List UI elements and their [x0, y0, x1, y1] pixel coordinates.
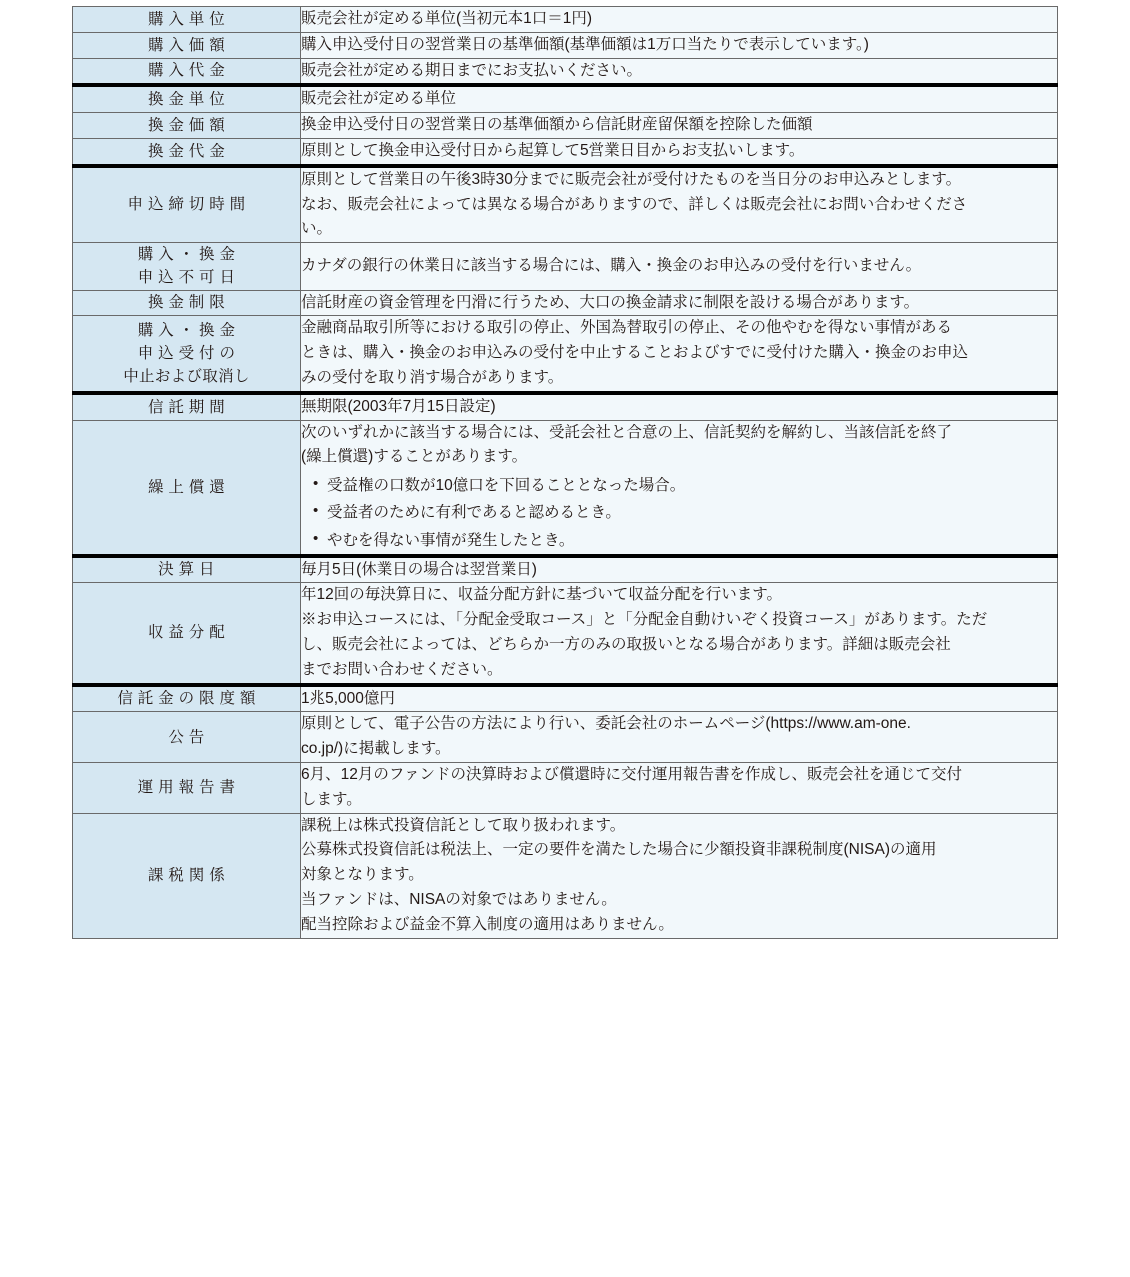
value-line: みの受付を取り消す場合があります。 [301, 369, 564, 387]
table-row-public-notice [73, 712, 1058, 763]
value-line: します。 [301, 790, 362, 808]
row-value-management-report [301, 763, 1058, 814]
row-label-public-notice [73, 712, 301, 763]
row-value-tax-treatment [301, 813, 1058, 938]
value-line: い。 [301, 220, 333, 238]
row-label-management-report [73, 763, 301, 814]
label-line: 購 入 代 金 [147, 62, 226, 80]
row-label-redemption-payment [73, 138, 301, 165]
early-redemption-conditions [301, 472, 1057, 553]
row-value-purchase-payment [301, 58, 1058, 85]
spec-table-body [73, 7, 1058, 939]
value-line: 購入申込受付日の翌営業日の基準価額(基準価額は1万口当たりで表示しています。) [301, 35, 869, 53]
value-line: までお問い合わせください。 [301, 660, 503, 678]
value-line: 販売会社が定める単位(当初元本1口＝1円) [301, 10, 593, 27]
label-line: 中止および取消し [123, 368, 250, 386]
label-line: 信 託 期 間 [147, 398, 226, 416]
label-line: 換 金 単 位 [147, 91, 226, 109]
fund-spec-table [72, 6, 1058, 939]
row-label-trust-period [73, 393, 301, 420]
row-label-suspension-cancel [73, 316, 301, 393]
value-line: 公募株式投資信託は税法上、一定の要件を満たした場合に少額投資非課税制度(NISA)の適用 [301, 841, 937, 859]
list-item: • 受益者のために有利であると認めるとき。 [301, 499, 1057, 526]
value-line: 次のいずれかに該当する場合には、受託会社と合意の上、信託契約を解約し、当該信託を終了 [301, 423, 953, 441]
table-row-redemption-limit [73, 290, 1058, 316]
table-row-redemption-unit [73, 85, 1058, 112]
row-label-income-distribution [73, 583, 301, 685]
label-line: 決 算 日 [158, 561, 215, 579]
label-line: 課 税 関 係 [147, 866, 226, 884]
row-value-suspension-cancel [301, 316, 1058, 393]
row-label-redemption-limit [73, 290, 301, 316]
table-row-unavailable-days [73, 243, 1058, 291]
row-label-tax-treatment [73, 813, 301, 938]
label-line: 収 益 分 配 [147, 624, 226, 642]
table-row-redemption-price [73, 113, 1058, 139]
row-label-early-redemption [73, 420, 301, 555]
list-item: • 受益権の口数が10億口を下回ることとなった場合。 [301, 472, 1057, 499]
row-value-redemption-payment [301, 138, 1058, 165]
value-line: し、販売会社によっては、どちらか一方のみの取扱いとなる場合があります。詳細は販売会社 [301, 636, 951, 654]
label-line: 購 入 ・ 換 金 [137, 321, 236, 339]
row-value-unavailable-days [301, 243, 1058, 291]
value-line: 当ファンドは、NISAの対象ではありません。 [301, 890, 617, 908]
value-line: ときは、購入・換金のお申込みの受付を中止することおよびすでに受付けた購入・換金のお申込 [301, 344, 968, 362]
row-label-redemption-unit [73, 85, 301, 112]
table-row-purchase-price [73, 32, 1058, 58]
row-label-purchase-price [73, 32, 301, 58]
value-line: 1兆5,000億円 [301, 689, 395, 707]
label-line: 信 託 金 の 限 度 額 [117, 690, 256, 708]
table-row-trust-period [73, 393, 1058, 420]
value-line: 換金申込受付日の翌営業日の基準価額から信託財産留保額を控除した価額 [301, 116, 813, 134]
table-row-application-deadline [73, 166, 1058, 243]
label-line: 申 込 受 付 の [137, 345, 236, 363]
row-value-early-redemption [301, 420, 1058, 555]
label-line: 購 入 ・ 換 金 [137, 246, 236, 264]
table-row-redemption-payment [73, 138, 1058, 165]
value-line: 無期限(2003年7月15日設定) [301, 397, 496, 415]
value-line: 毎月5日(休業日の場合は翌営業日) [301, 560, 537, 578]
label-line: 購 入 価 額 [147, 36, 226, 54]
value-line: 配当控除および益金不算入制度の適用はありません。 [301, 915, 674, 933]
row-label-unavailable-days [73, 243, 301, 291]
value-line: 対象となります。 [301, 866, 424, 884]
table-row-suspension-cancel [73, 316, 1058, 393]
label-line: 購 入 単 位 [147, 10, 226, 28]
row-label-redemption-price [73, 113, 301, 139]
label-line: 申 込 不 可 日 [137, 269, 236, 287]
row-value-income-distribution [301, 583, 1058, 685]
value-line: なお、販売会社によっては異なる場合がありますので、詳しくは販売会社にお問い合わせくださ [301, 195, 968, 213]
label-line: 換 金 制 限 [147, 294, 226, 312]
table-row-purchase-unit [73, 7, 1058, 33]
label-line: 運 用 報 告 書 [137, 779, 236, 797]
row-value-trust-period [301, 393, 1058, 420]
value-line: 6月、12月のファンドの決算時および償還時に交付運用報告書を作成し、販売会社を通じて交付 [301, 766, 963, 783]
row-value-closing-date [301, 556, 1058, 583]
value-line: 販売会社が定める期日までにお支払いください。 [301, 61, 643, 79]
label-line: 換 金 代 金 [147, 142, 226, 160]
table-row-purchase-payment [73, 58, 1058, 85]
value-line: 金融商品取引所等における取引の停止、外国為替取引の停止、その他やむを得ない事情がある [301, 319, 953, 337]
label-line: 繰 上 償 還 [147, 478, 226, 496]
row-value-public-notice [301, 712, 1058, 763]
row-label-closing-date [73, 556, 301, 583]
row-label-purchase-payment [73, 58, 301, 85]
label-line: 換 金 価 額 [147, 116, 226, 134]
row-label-trust-limit [73, 685, 301, 712]
row-value-purchase-unit [301, 7, 1058, 33]
table-row-closing-date [73, 556, 1058, 583]
value-line: 年12回の毎決算日に、収益分配方針に基づいて収益分配を行います。 [301, 586, 783, 604]
row-value-trust-limit [301, 685, 1058, 712]
table-row-early-redemption [73, 420, 1058, 555]
value-line: (繰上償還)することがあります。 [301, 448, 528, 466]
value-line: 原則として、電子公告の方法により行い、委託会社のホームページ(https://www.am-one. [301, 715, 911, 733]
row-value-application-deadline [301, 166, 1058, 243]
value-line: カナダの銀行の休業日に該当する場合には、購入・換金のお申込みの受付を行いません。 [301, 257, 922, 275]
row-value-redemption-price [301, 113, 1058, 139]
value-line: 原則として営業日の午後3時30分までに販売会社が受付けたものを当日分のお申込みとします。 [301, 170, 962, 188]
table-row-trust-limit [73, 685, 1058, 712]
value-line: 課税上は株式投資信託として取り扱われます。 [301, 816, 626, 834]
row-value-redemption-limit [301, 290, 1058, 316]
label-line: 申 込 締 切 時 間 [127, 196, 246, 214]
row-label-application-deadline [73, 166, 301, 243]
value-line: ※お申込コースには、「分配金受取コース」と「分配金自動けいぞく投資コース」があります。ただ [301, 611, 988, 629]
row-label-purchase-unit [73, 7, 301, 33]
row-value-purchase-price [301, 32, 1058, 58]
table-row-management-report [73, 763, 1058, 814]
value-line: co.jp/)に掲載します。 [301, 740, 451, 758]
value-line: 原則として換金申込受付日から起算して5営業日目からお支払いします。 [301, 141, 805, 159]
label-line: 公 告 [168, 728, 205, 746]
value-line: 販売会社が定める単位 [301, 90, 457, 108]
list-item: • やむを得ない事情が発生したとき。 [301, 527, 1057, 554]
row-value-redemption-unit [301, 85, 1058, 112]
value-line: 信託財産の資金管理を円滑に行うため、大口の換金請求に制限を設ける場合があります。 [301, 293, 920, 311]
table-row-income-distribution [73, 583, 1058, 685]
table-row-tax-treatment [73, 813, 1058, 938]
